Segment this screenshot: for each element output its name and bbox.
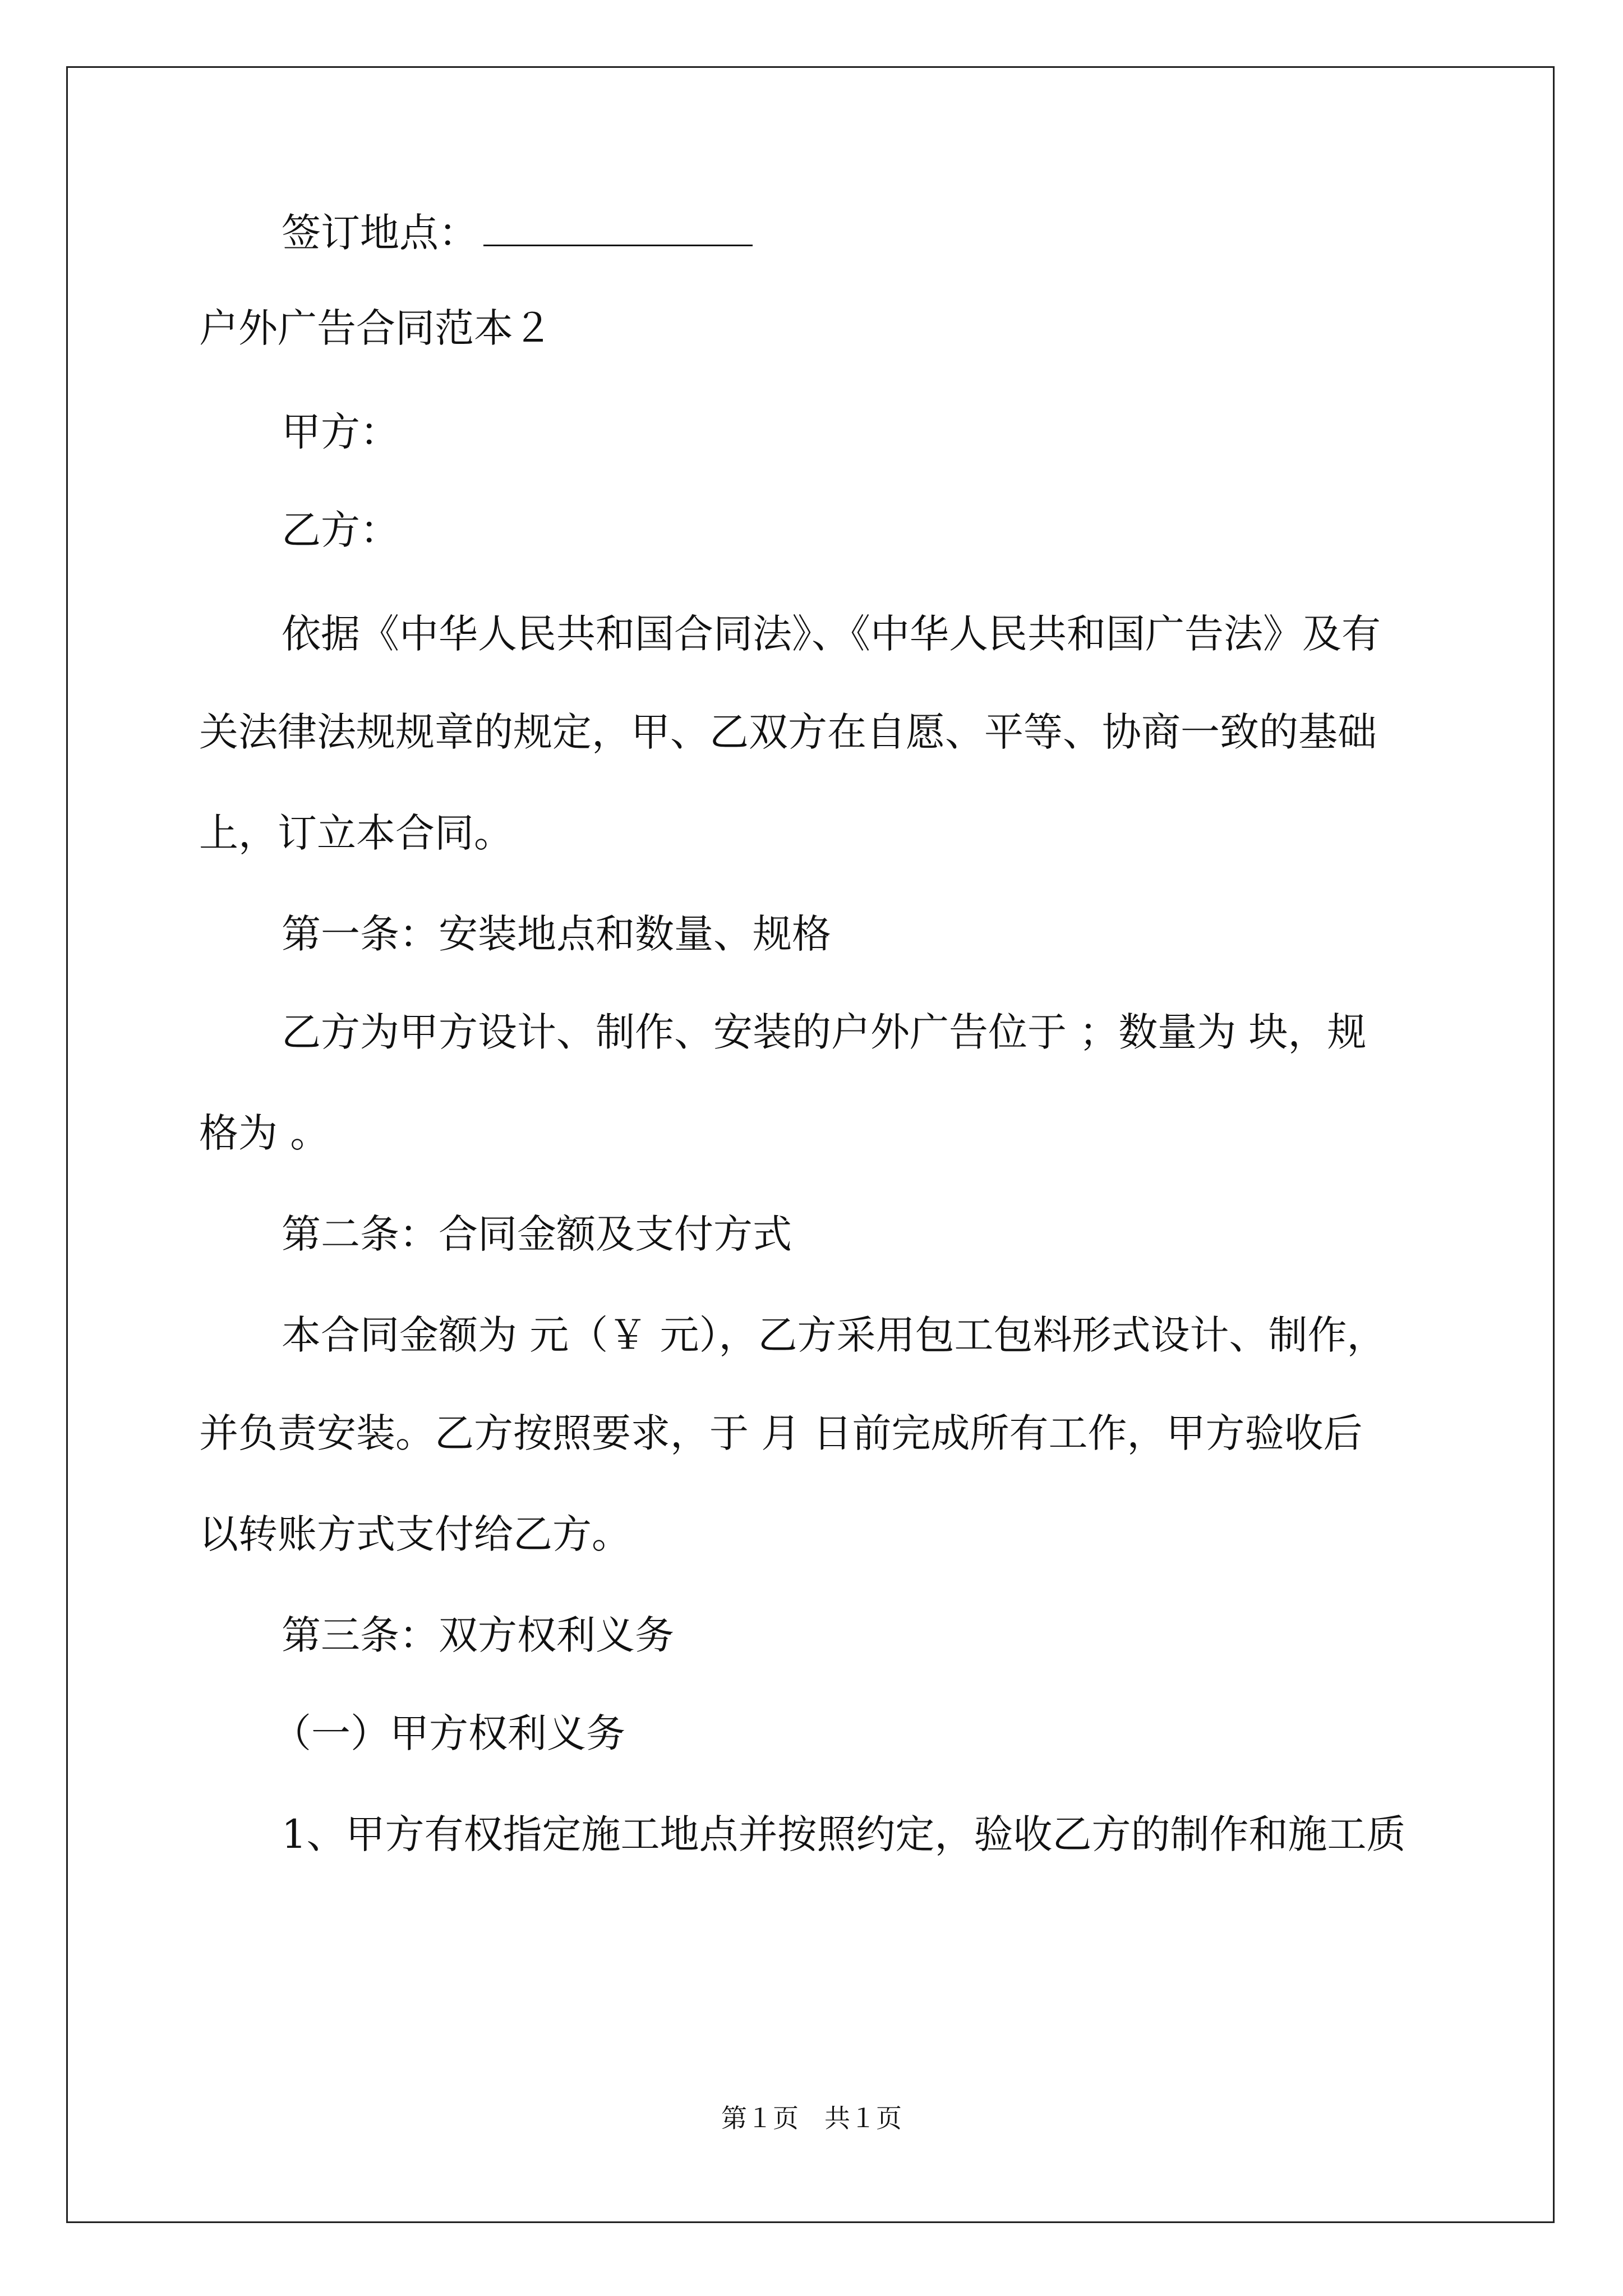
party-b-label: 乙方： bbox=[282, 507, 399, 553]
article-2-heading: 第二条：合同金额及支付方式 bbox=[282, 1211, 792, 1257]
paragraph-2-line-2: 格为 。 bbox=[199, 1110, 330, 1156]
sign-place-line bbox=[282, 205, 753, 261]
sign-place-blank bbox=[483, 211, 753, 246]
paragraph-3-line-1: 本合同金额为 元（￥ 元），乙方采用包工包料形式设计、制作， bbox=[282, 1312, 1386, 1358]
paragraph-1-line-3: 上，订立本合同。 bbox=[199, 810, 513, 856]
page-footer: 第１页 共１页 bbox=[721, 2103, 902, 2133]
item-1-line: 1、甲方有权指定施工地点并按照约定，验收乙方的制作和施工质 bbox=[282, 1811, 1406, 1857]
paragraph-2-line-1: 乙方为甲方设计、制作、安装的户外广告位于 ；数量为 块，规 bbox=[282, 1009, 1367, 1055]
paragraph-1-line-2: 关法律法规规章的规定，甲、乙双方在自愿、平等、协商一致的基础 bbox=[199, 709, 1377, 755]
paragraph-3-line-2: 并负责安装。乙方按照要求，于 月 日前完成所有工作，甲方验收后 bbox=[199, 1410, 1363, 1456]
party-a-label: 甲方： bbox=[282, 409, 399, 455]
sign-place-label: 签订地点： bbox=[282, 210, 478, 256]
article-1-heading: 第一条：安装地点和数量、规格 bbox=[282, 911, 831, 957]
document-title: 户外广告合同范本２ bbox=[199, 305, 552, 351]
section-1-heading: （一）甲方权利义务 bbox=[272, 1710, 625, 1756]
paragraph-1-line-1: 依据《中华人民共和国合同法》、《中华人民共和国广告法》及有 bbox=[282, 611, 1381, 657]
paragraph-3-line-3: 以转账方式支付给乙方。 bbox=[199, 1511, 631, 1557]
article-3-heading: 第三条：双方权利义务 bbox=[282, 1612, 674, 1658]
